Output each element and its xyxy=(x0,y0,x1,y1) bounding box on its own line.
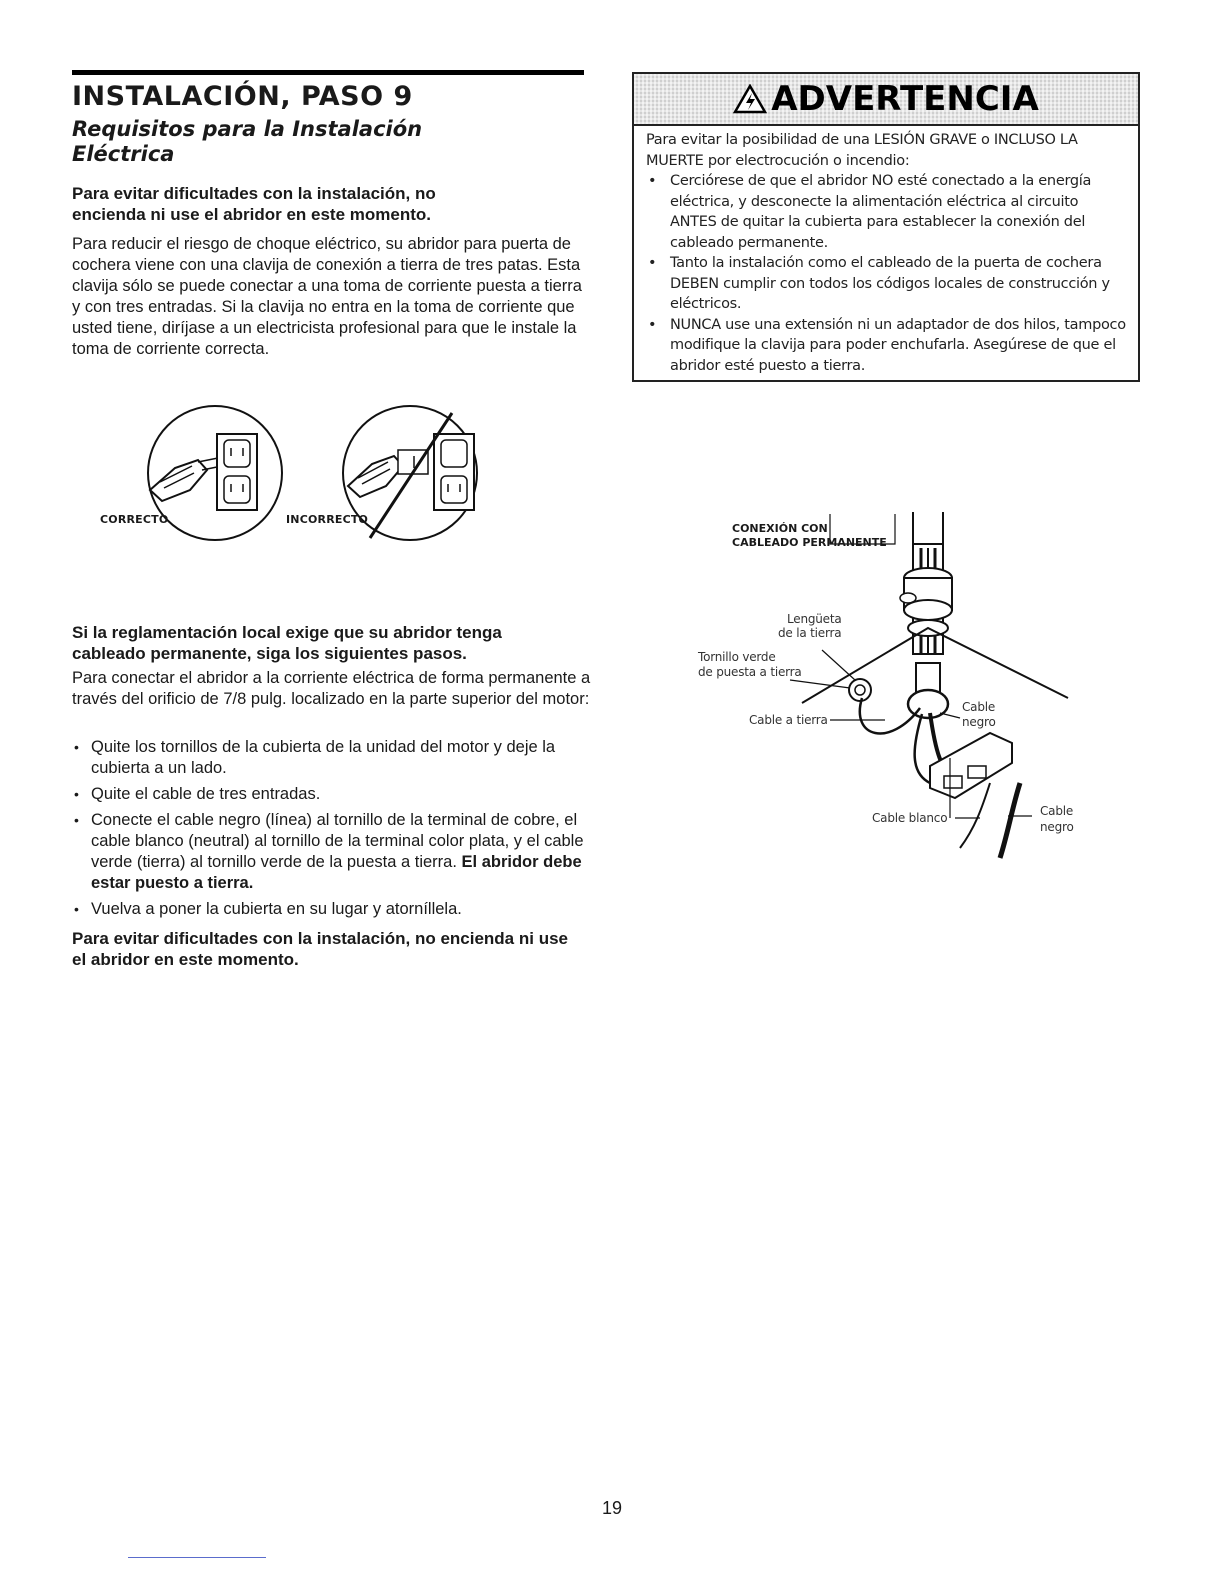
wiring-title-line1: CONEXIÓN CON xyxy=(732,522,828,535)
warning-body xyxy=(634,126,1138,376)
wiring-title-line2: CABLEADO PERMANENTE xyxy=(732,536,887,549)
warning-title: ADVERTENCIA xyxy=(771,79,1039,119)
permanent-wiring-intro: Para conectar el abridor a la corriente eléctrica de forma permanente a través del orificio de 7/8 pulg. localizado en la parte superior del motor: xyxy=(72,669,591,708)
ground-tab-label-2: de la tierra xyxy=(778,626,842,640)
black-wire-label-b: negro xyxy=(962,715,996,729)
list-item: • Tanto la instalación como el cableado de la puerta de cochera DEBEN cumplir con todos los códigos locales de construcción y eléctricos. xyxy=(648,255,1110,312)
incorrect-label: INCORRECTO xyxy=(286,513,369,526)
footer-rule xyxy=(128,1557,266,1558)
grounding-note: El abridor debe estar puesto a tierra. xyxy=(91,853,582,892)
wiring-figure xyxy=(690,508,1110,868)
plug-figure xyxy=(80,398,500,558)
intro-warning: Para evitar dificultades con la instalación, no encienda ni use el abridor en este momento. xyxy=(72,184,436,224)
ground-tab-label-1: Lengüeta xyxy=(787,612,842,626)
black-wire-label-a: Cable xyxy=(962,700,996,714)
warning-box xyxy=(632,72,1140,382)
black-wire-label-2a: Cable xyxy=(1040,804,1074,818)
green-screw-label-2: de puesta a tierra xyxy=(698,665,802,679)
list-item: • Cerciórese de que el abridor NO esté conectado a la energía eléctrica, y desconecte la alimentación eléctrica al circuito ANTES de quitar la cubierta para establecer la conexión del cableado permanente. xyxy=(648,173,1092,251)
header xyxy=(72,70,584,167)
ground-wire-label: Cable a tierra xyxy=(749,713,828,727)
list-item: • NUNCA use una extensión ni un adaptador de dos hilos, tampoco modifique la clavija para poder enchufarla. Asegúrese de que el abridor esté puesto a tierra. xyxy=(648,316,1126,374)
list-item: • Conecte el cable negro (línea) al tornillo de la terminal de cobre, el cable blanco (neutral) al tornillo de la terminal color plata, y el cable verde (tierra) al tornillo verde de la puesta a tierra. El abridor debe estar puesto a tierra. xyxy=(74,811,584,892)
outlet-icon xyxy=(217,434,257,510)
electric-plug-icon xyxy=(348,450,428,497)
warning-intro: Para evitar la posibilidad de una LESIÓN GRAVE o INCLUSO LA MUERTE por electrocución o incendio: xyxy=(646,132,1078,169)
warning-triangle-icon xyxy=(733,84,767,122)
list-item: • Quite el cable de tres entradas. xyxy=(74,785,321,803)
outlet-icon xyxy=(434,434,474,510)
page-number: 19 xyxy=(601,1498,623,1518)
warning-list xyxy=(646,171,1128,376)
plug-illustration xyxy=(80,398,500,558)
list-item: • Quite los tornillos de la cubierta de la unidad del motor y deje la cubierta a un lado. xyxy=(74,738,556,777)
final-warning: Para evitar dificultades con la instalación, no encienda ni use el abridor en este momento. xyxy=(72,929,568,969)
electric-plug-icon xyxy=(150,458,222,501)
page-title: INSTALACIÓN, PASO 9 xyxy=(72,81,413,112)
white-wire-label: Cable blanco xyxy=(872,811,948,825)
list-item: • Vuelva a poner la cubierta en su lugar y atorníllela. xyxy=(74,900,462,918)
intro-text: Para reducir el riesgo de choque eléctrico, su abridor para puerta de cochera viene con una clavija de conexión a tierra de tres patas. Esta clavija sólo se puede conectar a una toma de corriente puesta a tierra y con tres entradas. Si la clavija no entra en la toma de corriente que usted tiene, diríjase a un electricista profesional para que le instale la toma de corriente correcta. xyxy=(72,235,582,358)
permanent-wiring-heading: Si la reglamentación local exige que su abridor tenga cableado permanente, siga los siguientes pasos. xyxy=(72,623,502,663)
page-subtitle: Requisitos para la Instalación Eléctrica xyxy=(72,117,423,166)
top-rule xyxy=(72,70,584,75)
correct-label: CORRECTO xyxy=(100,513,169,526)
wiring-steps-list xyxy=(72,737,592,925)
black-wire-label-2b: negro xyxy=(1040,820,1074,834)
green-screw-label-1: Tornillo verde xyxy=(698,650,776,664)
warning-header xyxy=(634,74,1138,126)
